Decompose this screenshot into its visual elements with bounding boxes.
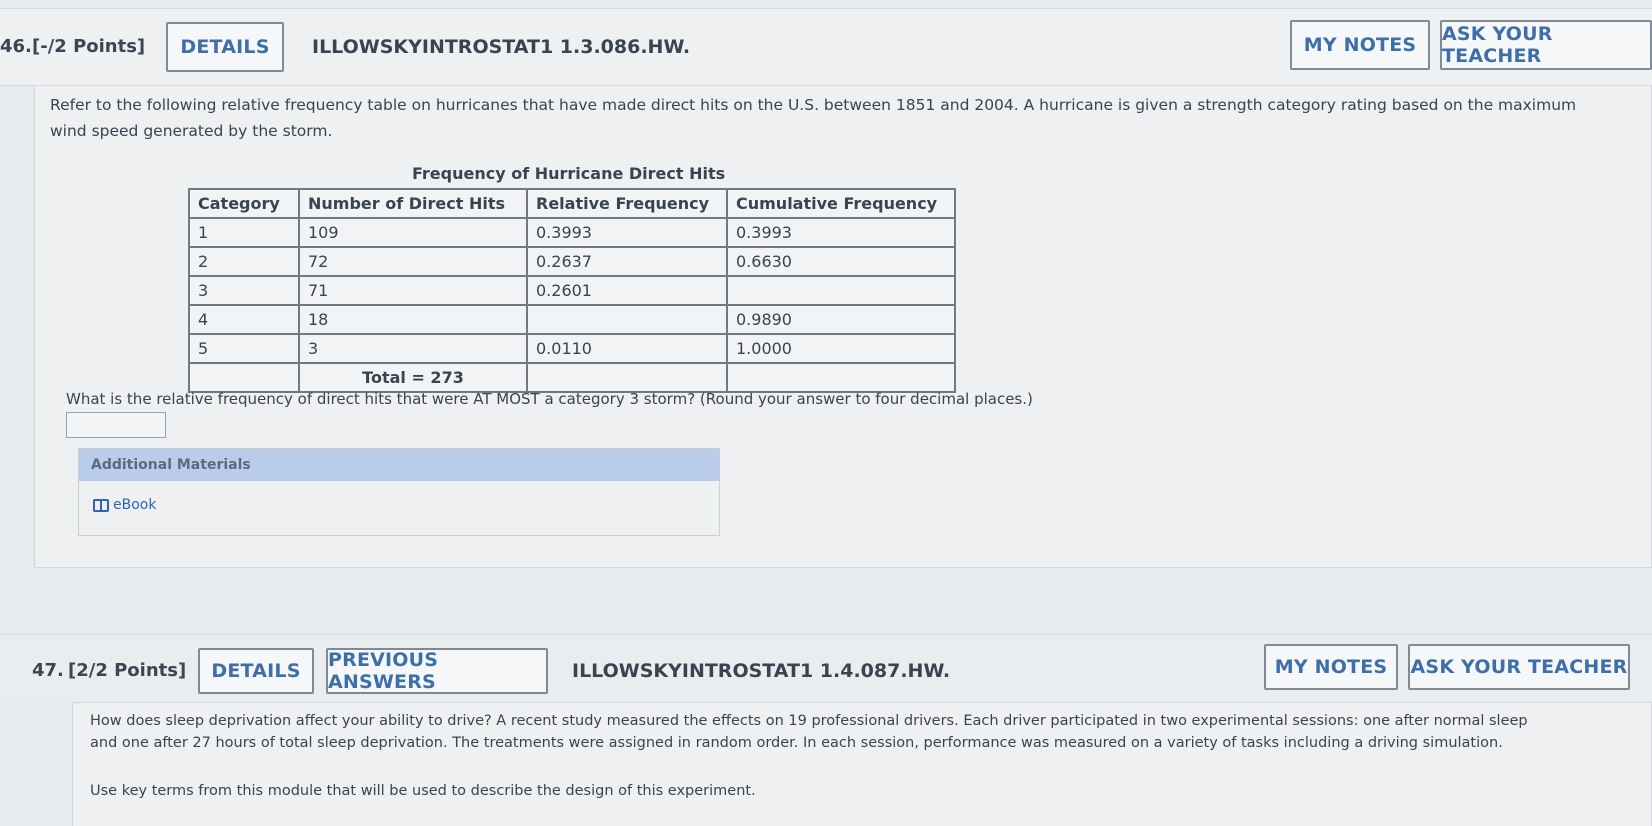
question-prompt: What is the relative frequency of direct hits that were AT MOST a category 3 storm? (Round your answer to four decimal places.)	[66, 390, 1033, 408]
total-cell: Total = 273	[299, 363, 527, 392]
table-cell: 3	[299, 334, 527, 363]
table-cell: 0.3993	[727, 218, 955, 247]
table-total-row	[189, 363, 955, 392]
question-points: [2/2 Points]	[68, 660, 187, 681]
previous-answers-button[interactable]: PREVIOUS ANSWERS	[326, 648, 548, 694]
assignment-id: ILLOWSKYINTROSTAT1 1.4.087.HW.	[572, 660, 951, 682]
table-row	[189, 247, 955, 276]
table-row	[189, 276, 955, 305]
my-notes-button[interactable]: MY NOTES	[1290, 20, 1430, 70]
table-cell	[727, 276, 955, 305]
table-cell: 0.2601	[527, 276, 727, 305]
question-number: 47.	[32, 660, 64, 681]
table-cell: 3	[189, 276, 299, 305]
question-points: [-/2 Points]	[32, 36, 146, 57]
question-intro-line-2: wind speed generated by the storm.	[50, 122, 333, 140]
answer-input[interactable]	[66, 412, 166, 438]
ebook-link[interactable]	[93, 497, 156, 513]
additional-materials-panel	[78, 448, 720, 536]
table-cell: 71	[299, 276, 527, 305]
question-instruction: Use key terms from this module that will be used to describe the design of this experiment.	[90, 783, 756, 799]
table-cell: 18	[299, 305, 527, 334]
table-cell: 0.0110	[527, 334, 727, 363]
ask-your-teacher-button[interactable]: ASK YOUR TEACHER	[1408, 644, 1630, 690]
book-icon	[93, 499, 109, 512]
table-row	[189, 334, 955, 363]
ask-your-teacher-button[interactable]: ASK YOUR TEACHER	[1440, 20, 1652, 70]
table-cell: 5	[189, 334, 299, 363]
table-cell: 2	[189, 247, 299, 276]
table-cell: 0.2637	[527, 247, 727, 276]
table-row	[189, 305, 955, 334]
question-text-line-1: How does sleep deprivation affect your ability to drive? A recent study measured the effects on 19 professional drivers. Each driver participated in two experimental sessions: one after normal sleep	[90, 713, 1528, 729]
table-cell	[527, 305, 727, 334]
table-title: Frequency of Hurricane Direct Hits	[412, 164, 726, 183]
table-cell	[527, 363, 727, 392]
table-cell: 1	[189, 218, 299, 247]
my-notes-button[interactable]: MY NOTES	[1264, 644, 1398, 690]
details-button[interactable]: DETAILS	[166, 22, 284, 72]
table-cell	[727, 363, 955, 392]
column-header: Cumulative Frequency	[727, 189, 955, 218]
table-cell: 4	[189, 305, 299, 334]
details-button[interactable]: DETAILS	[198, 648, 314, 694]
additional-materials-heading: Additional Materials	[79, 449, 719, 481]
question-text-line-2: and one after 27 hours of total sleep deprivation. The treatments were assigned in random order. In each session, performance was measured on a variety of tasks including a driving simulation.	[90, 735, 1503, 751]
question-intro-line-1: Refer to the following relative frequency table on hurricanes that have made direct hits on the U.S. between 1851 and 2004. A hurricane is given a strength category rating based on the maximum	[50, 96, 1577, 114]
column-header: Number of Direct Hits	[299, 189, 527, 218]
table-cell: 0.3993	[527, 218, 727, 247]
table-cell: 0.6630	[727, 247, 955, 276]
table-header-row	[189, 189, 955, 218]
frequency-table	[188, 188, 956, 393]
table-cell: 1.0000	[727, 334, 955, 363]
table-cell: 109	[299, 218, 527, 247]
table-cell: 0.9890	[727, 305, 955, 334]
column-header: Category	[189, 189, 299, 218]
assignment-id: ILLOWSKYINTROSTAT1 1.3.086.HW.	[312, 36, 691, 58]
table-row	[189, 218, 955, 247]
table-cell: 72	[299, 247, 527, 276]
ebook-label: eBook	[113, 497, 157, 513]
question-number: 46.	[0, 36, 32, 57]
column-header: Relative Frequency	[527, 189, 727, 218]
table-cell	[189, 363, 299, 392]
